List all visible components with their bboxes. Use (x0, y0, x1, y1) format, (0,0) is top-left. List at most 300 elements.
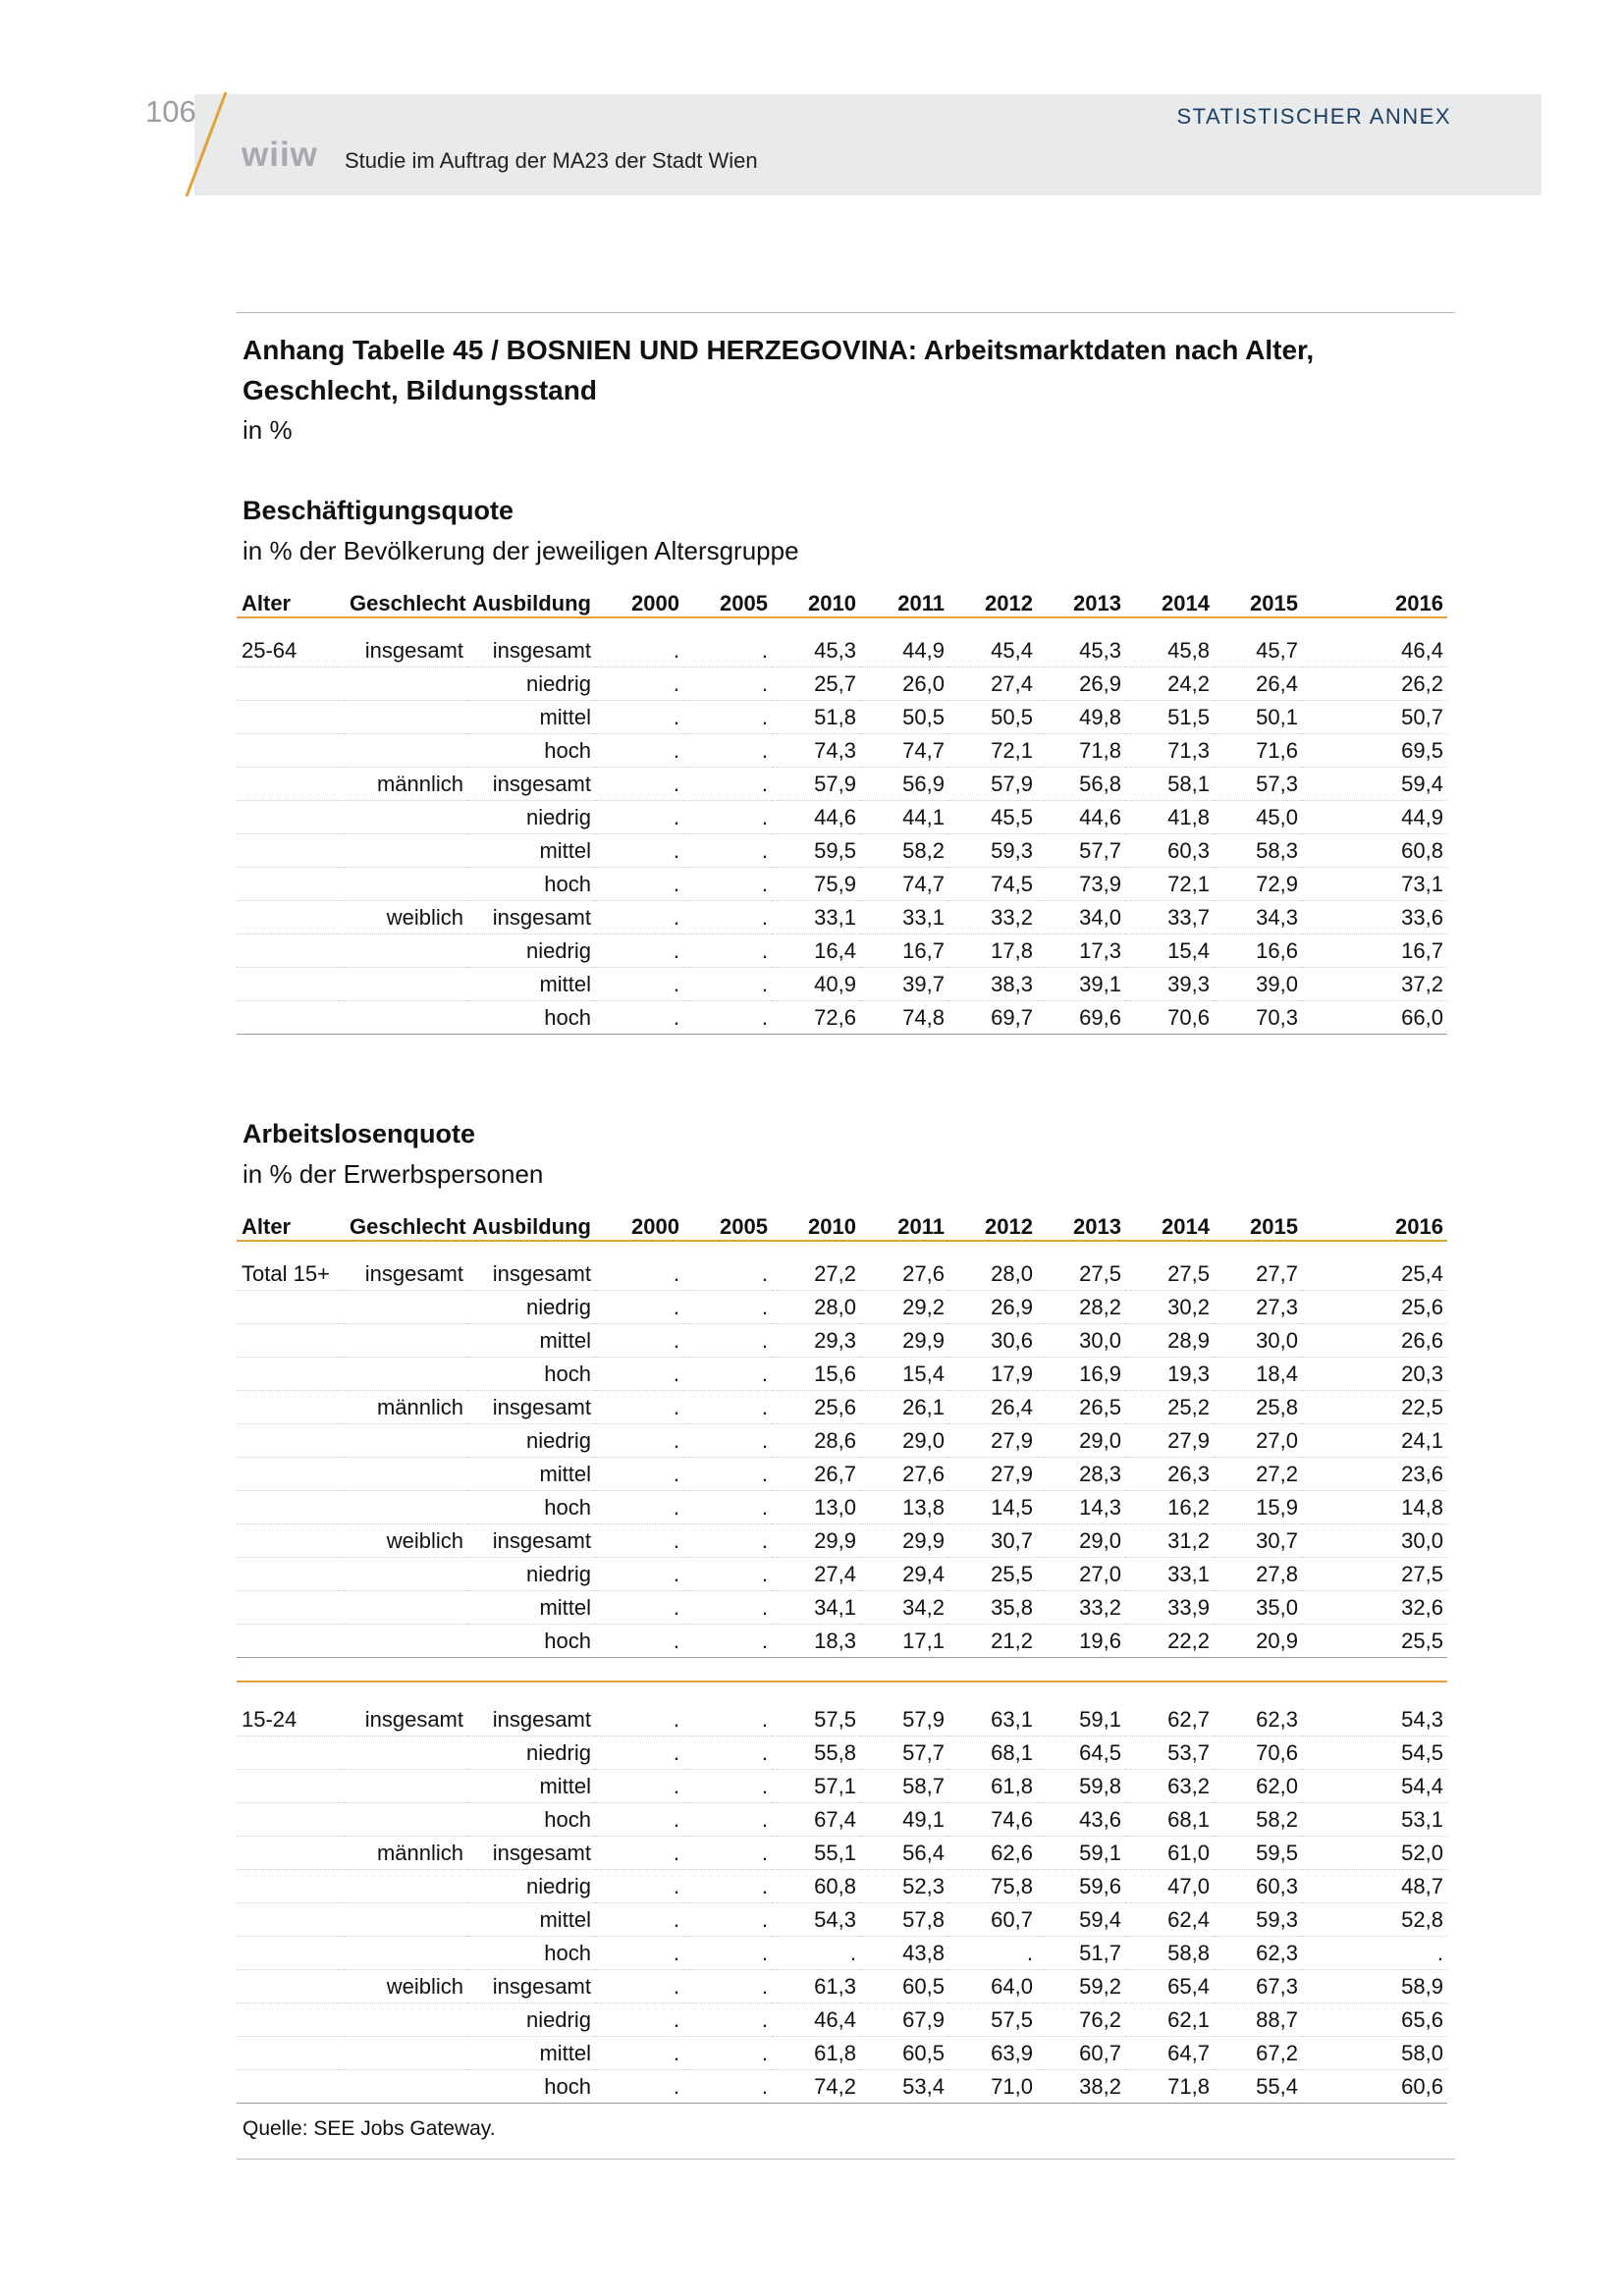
table-cell: mittel (467, 1770, 595, 1803)
table-cell: 46,4 (1302, 634, 1447, 667)
table-cell: 27,8 (1214, 1558, 1302, 1591)
column-header: Ausbildung (467, 1208, 595, 1241)
table-cell (237, 2070, 345, 2104)
table-cell: 50,5 (860, 701, 948, 734)
table-cell (345, 734, 467, 768)
table-cell: 75,8 (948, 1870, 1037, 1903)
table-cell: 57,1 (772, 1770, 860, 1803)
table-cell: 60,3 (1125, 834, 1214, 868)
table-cell: . (683, 1937, 772, 1970)
table-cell: 33,1 (772, 901, 860, 934)
table-cell: 39,7 (860, 968, 948, 1001)
column-header: 2015 (1214, 1208, 1302, 1241)
table-cell: 27,2 (1214, 1458, 1302, 1491)
table-cell: 26,4 (1214, 667, 1302, 701)
table-cell: 21,2 (948, 1625, 1037, 1658)
table-cell: 55,4 (1214, 2070, 1302, 2104)
table-cell: 74,7 (860, 734, 948, 768)
table-row (237, 701, 1447, 734)
table-cell (237, 834, 345, 868)
table-cell: 25,5 (1302, 1625, 1447, 1658)
table-cell (237, 968, 345, 1001)
table-cell: 55,1 (772, 1837, 860, 1870)
table-cell: 39,1 (1037, 968, 1125, 1001)
table-cell: 76,2 (1037, 2003, 1125, 2037)
table-cell (345, 1491, 467, 1524)
table-cell: 29,4 (860, 1558, 948, 1591)
table-cell: . (683, 834, 772, 868)
table-cell: 29,3 (772, 1324, 860, 1358)
table-cell (345, 2003, 467, 2037)
table-cell: 59,3 (1214, 1903, 1302, 1937)
table-cell: 13,0 (772, 1491, 860, 1524)
table-cell: 58,7 (860, 1770, 948, 1803)
table-cell: 20,3 (1302, 1358, 1447, 1391)
table-cell: . (683, 1491, 772, 1524)
table-cell: 28,6 (772, 1424, 860, 1458)
table-row (237, 1903, 1447, 1937)
table-cell: . (772, 1937, 860, 1970)
table-cell: 51,7 (1037, 1937, 1125, 1970)
table-cell (345, 1770, 467, 1803)
table-cell (237, 1770, 345, 1803)
table-cell: . (595, 1937, 683, 1970)
table-row (237, 667, 1447, 701)
table-cell: 20,9 (1214, 1625, 1302, 1658)
table-cell: . (683, 2070, 772, 2104)
table-cell: 25,6 (1302, 1291, 1447, 1324)
table-cell: 40,9 (772, 968, 860, 1001)
table-cell (345, 1736, 467, 1770)
table-cell: . (595, 1324, 683, 1358)
table-cell (237, 934, 345, 968)
table-cell: 57,7 (860, 1736, 948, 1770)
table-cell: 45,8 (1125, 634, 1214, 667)
table-cell: 33,6 (1302, 901, 1447, 934)
table-cell (237, 667, 345, 701)
table-cell (237, 1625, 345, 1658)
table-cell: 67,2 (1214, 2037, 1302, 2070)
table-cell: 24,1 (1302, 1424, 1447, 1458)
table-cell: 61,3 (772, 1970, 860, 2003)
table-cell: 44,9 (860, 634, 948, 667)
table-cell: 58,0 (1302, 2037, 1447, 2070)
table-cell: 66,0 (1302, 1001, 1447, 1035)
table-cell: 26,9 (1037, 667, 1125, 701)
table-cell: 30,6 (948, 1324, 1037, 1358)
table-cell: 44,9 (1302, 801, 1447, 834)
section-title-unemployment: Arbeitslosenquote (243, 1119, 476, 1148)
table-cell: 73,1 (1302, 868, 1447, 901)
table-cell: 60,5 (860, 1970, 948, 2003)
table-cell: weiblich (345, 901, 467, 934)
table-cell: 57,9 (948, 768, 1037, 801)
table-cell: . (595, 901, 683, 934)
table-cell: 30,0 (1214, 1324, 1302, 1358)
column-header: 2010 (772, 585, 860, 617)
table-cell: . (595, 1625, 683, 1658)
table-cell: insgesamt (467, 1257, 595, 1291)
table-cell: 16,6 (1214, 934, 1302, 968)
table-cell (237, 901, 345, 934)
table-cell (237, 868, 345, 901)
table-cell: . (683, 1424, 772, 1458)
table-row (237, 968, 1447, 1001)
table-cell: 27,9 (948, 1458, 1037, 1491)
table-cell: 45,0 (1214, 801, 1302, 834)
table-cell: insgesamt (467, 1837, 595, 1870)
table-cell (237, 1591, 345, 1625)
table-cell (237, 1903, 345, 1937)
table-cell: 59,2 (1037, 1970, 1125, 2003)
table-cell: 28,0 (772, 1291, 860, 1324)
table-cell: 73,9 (1037, 868, 1125, 901)
table-cell (345, 2037, 467, 2070)
table-cell: 62,0 (1214, 1770, 1302, 1803)
table-cell (345, 1458, 467, 1491)
table-row (237, 934, 1447, 968)
table-cell: . (683, 1324, 772, 1358)
table-cell: weiblich (345, 1970, 467, 2003)
table-cell: 29,9 (772, 1524, 860, 1558)
table-cell: 14,5 (948, 1491, 1037, 1524)
table-cell: mittel (467, 2037, 595, 2070)
table-cell: 27,6 (860, 1458, 948, 1491)
table-cell (237, 1870, 345, 1903)
table-cell: 57,5 (948, 2003, 1037, 2037)
table-cell: . (595, 1458, 683, 1491)
table-cell: 33,2 (948, 901, 1037, 934)
table-cell (345, 1903, 467, 1937)
table-cell: 54,4 (1302, 1770, 1447, 1803)
table-cell: insgesamt (467, 634, 595, 667)
table-cell: . (683, 968, 772, 1001)
table-cell: 64,0 (948, 1970, 1037, 2003)
table-cell: . (595, 1424, 683, 1458)
table-cell: 71,8 (1125, 2070, 1214, 2104)
unemployment-rate-table-15-24 (237, 1703, 1447, 2104)
table-cell: 15,4 (1125, 934, 1214, 968)
table-cell: 58,2 (860, 834, 948, 868)
table-cell: . (683, 1803, 772, 1837)
column-header: 2015 (1214, 585, 1302, 617)
table-cell: 61,8 (772, 2037, 860, 2070)
table-cell: . (595, 701, 683, 734)
table-cell: mittel (467, 1903, 595, 1937)
table-row (237, 734, 1447, 768)
table-cell (345, 1870, 467, 1903)
table-cell: 25,7 (772, 667, 860, 701)
table-cell: 51,8 (772, 701, 860, 734)
table-cell: 57,8 (860, 1903, 948, 1937)
unit-label: in % (243, 415, 293, 445)
table-cell: 27,3 (1214, 1291, 1302, 1324)
table-cell: 25,2 (1125, 1391, 1214, 1424)
table-cell: . (683, 1837, 772, 1870)
table-cell: 74,2 (772, 2070, 860, 2104)
table-cell: weiblich (345, 1524, 467, 1558)
table-cell: 74,7 (860, 868, 948, 901)
table-cell: 26,2 (1302, 667, 1447, 701)
column-header: 2010 (772, 1208, 860, 1241)
table-cell: . (683, 1870, 772, 1903)
table-cell: . (683, 1591, 772, 1625)
table-cell: . (595, 1736, 683, 1770)
table-row (237, 1837, 1447, 1870)
table-cell: 16,9 (1037, 1358, 1125, 1391)
table-cell (237, 801, 345, 834)
table-cell (237, 1324, 345, 1358)
table-cell: 30,0 (1302, 1524, 1447, 1558)
table-cell: 57,9 (860, 1703, 948, 1736)
table-row (237, 768, 1447, 801)
table-cell: 62,7 (1125, 1703, 1214, 1736)
table-cell: 53,1 (1302, 1803, 1447, 1837)
table-cell (345, 934, 467, 968)
table-cell (237, 1937, 345, 1970)
table-cell: 67,3 (1214, 1970, 1302, 2003)
table-cell: 74,5 (948, 868, 1037, 901)
column-header: 2005 (683, 585, 772, 617)
table-cell: . (595, 834, 683, 868)
column-header: 2000 (595, 1208, 683, 1241)
table-cell (345, 1937, 467, 1970)
table-cell: 65,6 (1302, 2003, 1447, 2037)
column-header: 2011 (860, 1208, 948, 1241)
table-cell: . (683, 934, 772, 968)
table-cell: 43,6 (1037, 1803, 1125, 1837)
table-cell: . (595, 667, 683, 701)
table-cell: 25,8 (1214, 1391, 1302, 1424)
table-cell: insgesamt (467, 1970, 595, 2003)
table-cell: 16,7 (1302, 934, 1447, 968)
column-header: 2012 (948, 1208, 1037, 1241)
table-cell: 72,1 (948, 734, 1037, 768)
table-cell: 88,7 (1214, 2003, 1302, 2037)
table-cell: 32,6 (1302, 1591, 1447, 1625)
table-cell: 26,1 (860, 1391, 948, 1424)
column-header: Alter (237, 1208, 345, 1241)
column-header: 2000 (595, 585, 683, 617)
table-cell: . (683, 667, 772, 701)
table-cell: insgesamt (467, 901, 595, 934)
table-cell: 45,7 (1214, 634, 1302, 667)
table-cell: 17,8 (948, 934, 1037, 968)
table-cell (237, 1458, 345, 1491)
table-cell: . (595, 1257, 683, 1291)
table-cell: 70,6 (1214, 1736, 1302, 1770)
table-cell: 57,9 (772, 768, 860, 801)
table-cell: 26,0 (860, 667, 948, 701)
table-cell: 58,3 (1214, 834, 1302, 868)
employment-rate-table (237, 585, 1447, 1035)
table-cell: 15,6 (772, 1358, 860, 1391)
table-cell: . (595, 801, 683, 834)
table-cell: 68,1 (948, 1736, 1037, 1770)
table-cell (345, 1803, 467, 1837)
page-number: 106 (145, 94, 196, 129)
table-cell: insgesamt (467, 1391, 595, 1424)
table-cell: 59,4 (1037, 1903, 1125, 1937)
table-cell: 69,5 (1302, 734, 1447, 768)
table-cell: 18,4 (1214, 1358, 1302, 1391)
table-cell: 60,7 (948, 1903, 1037, 1937)
table-row (237, 901, 1447, 934)
table-cell: . (595, 1391, 683, 1424)
table-cell: hoch (467, 868, 595, 901)
table-cell (237, 768, 345, 801)
table-cell: 29,9 (860, 1524, 948, 1558)
table-cell (345, 968, 467, 1001)
table-cell: 60,8 (772, 1870, 860, 1903)
table-row (237, 1391, 1447, 1424)
table-cell: . (595, 2037, 683, 2070)
table-cell: 70,6 (1125, 1001, 1214, 1035)
table-cell: . (595, 1291, 683, 1324)
table-cell: 50,1 (1214, 701, 1302, 734)
table-cell: 30,2 (1125, 1291, 1214, 1324)
table-cell: männlich (345, 1837, 467, 1870)
table-cell: 27,4 (948, 667, 1037, 701)
table-cell: 22,2 (1125, 1625, 1214, 1658)
table-row (237, 1770, 1447, 1803)
source-note: Quelle: SEE Jobs Gateway. (243, 2117, 496, 2140)
table-cell: 44,1 (860, 801, 948, 834)
table-cell: . (595, 1703, 683, 1736)
table-cell: 34,2 (860, 1591, 948, 1625)
table-cell: 49,1 (860, 1803, 948, 1837)
table-cell: . (595, 1770, 683, 1803)
table-cell: . (683, 1358, 772, 1391)
table-cell (237, 1970, 345, 2003)
table-row (237, 2037, 1447, 2070)
table-cell: 68,1 (1125, 1803, 1214, 1837)
table-row (237, 1291, 1447, 1324)
table-cell: 69,6 (1037, 1001, 1125, 1035)
table-row (237, 1324, 1447, 1358)
table-cell: 35,8 (948, 1591, 1037, 1625)
table-cell: insgesamt (467, 768, 595, 801)
table-cell: 19,6 (1037, 1625, 1125, 1658)
table-cell: 15-24 (237, 1703, 345, 1736)
table-cell (237, 1291, 345, 1324)
table-cell: . (683, 1770, 772, 1803)
table-row (237, 834, 1447, 868)
table-cell: 58,1 (1125, 768, 1214, 801)
table-cell: 29,0 (1037, 1524, 1125, 1558)
table-title: Anhang Tabelle 45 / BOSNIEN UND HERZEGOVINA: Arbeitsmarktdaten nach Alter, Geschlecht, Bildungsstand (243, 335, 1315, 405)
table-cell: 64,5 (1037, 1736, 1125, 1770)
table-cell: niedrig (467, 1558, 595, 1591)
table-cell: 59,5 (1214, 1837, 1302, 1870)
table-cell: . (595, 734, 683, 768)
table-cell: niedrig (467, 667, 595, 701)
table-cell: 27,4 (772, 1558, 860, 1591)
top-rule (237, 312, 1455, 313)
table-cell: mittel (467, 1458, 595, 1491)
header-slash-decoration (183, 90, 230, 198)
table-row (237, 1591, 1447, 1625)
table-cell: 29,0 (1037, 1424, 1125, 1458)
table-cell: 62,1 (1125, 2003, 1214, 2037)
table-cell (237, 701, 345, 734)
column-header: 2005 (683, 1208, 772, 1241)
table-cell: niedrig (467, 934, 595, 968)
table-cell: 16,7 (860, 934, 948, 968)
table-cell: 27,2 (772, 1257, 860, 1291)
table-cell: . (683, 1903, 772, 1937)
table-cell: 27,5 (1302, 1558, 1447, 1591)
table-cell: niedrig (467, 801, 595, 834)
table-cell: 46,4 (772, 2003, 860, 2037)
table-cell: 59,5 (772, 834, 860, 868)
table-cell: 49,8 (1037, 701, 1125, 734)
table-cell: 58,9 (1302, 1970, 1447, 2003)
table-cell: 45,3 (1037, 634, 1125, 667)
table-cell: hoch (467, 1803, 595, 1837)
table-cell: 63,2 (1125, 1770, 1214, 1803)
table-cell: . (1302, 1937, 1447, 1970)
column-header: Geschlecht (345, 1208, 467, 1241)
table-cell: . (683, 1001, 772, 1035)
table-cell: 25,5 (948, 1558, 1037, 1591)
table-cell: 17,3 (1037, 934, 1125, 968)
table-cell (237, 1424, 345, 1458)
table-cell: 71,8 (1037, 734, 1125, 768)
table-cell (345, 701, 467, 734)
table-cell (345, 1558, 467, 1591)
table-cell: 62,6 (948, 1837, 1037, 1870)
table-row (237, 1458, 1447, 1491)
table-cell: 34,0 (1037, 901, 1125, 934)
table-row (237, 1001, 1447, 1035)
table-cell: 62,3 (1214, 1937, 1302, 1970)
table-cell: . (595, 1558, 683, 1591)
table-cell: 47,0 (1125, 1870, 1214, 1903)
table-cell (345, 667, 467, 701)
table-cell (237, 2037, 345, 2070)
table-cell: 26,6 (1302, 1324, 1447, 1358)
table-row (237, 1491, 1447, 1524)
table-cell: 34,1 (772, 1591, 860, 1625)
table-cell (237, 1524, 345, 1558)
table-cell: hoch (467, 1001, 595, 1035)
table-cell: 27,9 (948, 1424, 1037, 1458)
table-cell: . (683, 701, 772, 734)
column-header: 2014 (1125, 585, 1214, 617)
table-row (237, 2003, 1447, 2037)
table-cell: . (683, 1625, 772, 1658)
column-header: 2013 (1037, 1208, 1125, 1241)
table-cell: mittel (467, 968, 595, 1001)
table-cell: 17,1 (860, 1625, 948, 1658)
table-cell (345, 2070, 467, 2104)
table-cell: 39,0 (1214, 968, 1302, 1001)
table-cell: 44,6 (1037, 801, 1125, 834)
table-cell: mittel (467, 701, 595, 734)
table-cell: 30,0 (1037, 1324, 1125, 1358)
column-header: Ausbildung (467, 585, 595, 617)
table-cell: . (595, 2070, 683, 2104)
table-cell: 75,9 (772, 868, 860, 901)
table-cell: 60,8 (1302, 834, 1447, 868)
table-cell: 35,0 (1214, 1591, 1302, 1625)
wiiw-logo: wiiw (242, 135, 318, 174)
table-cell: . (683, 1524, 772, 1558)
table-cell: 69,7 (948, 1001, 1037, 1035)
table-cell: . (595, 868, 683, 901)
table-cell: . (683, 1257, 772, 1291)
